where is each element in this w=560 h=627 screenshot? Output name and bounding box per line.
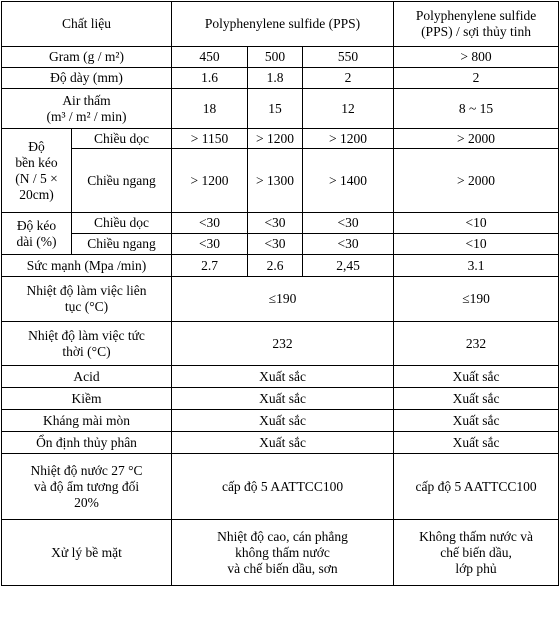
cell: <30 <box>303 234 394 255</box>
cell: cấp độ 5 AATTCC100 <box>172 454 394 520</box>
table-row <box>2 322 559 366</box>
cell: ≤190 <box>172 277 394 322</box>
header-row <box>2 2 559 47</box>
table-row <box>2 454 559 520</box>
row-label-alkali: Kiềm <box>2 388 172 410</box>
header-pps: Polyphenylene sulfide (PPS) <box>172 2 394 47</box>
cell: > 1300 <box>248 149 303 213</box>
table-row <box>2 129 559 149</box>
header-material: Chất liệu <box>2 2 172 47</box>
table-row <box>2 89 559 129</box>
row-label-strength: Sức mạnh (Mpa /min) <box>2 255 172 277</box>
cell: 18 <box>172 89 248 129</box>
cell: > 2000 <box>394 129 559 149</box>
cell: > 1150 <box>172 129 248 149</box>
cell: > 800 <box>394 47 559 68</box>
row-label-temp-instant: Nhiệt độ làm việc tức thời (°C) <box>2 322 172 366</box>
table-row <box>2 410 559 432</box>
table-row <box>2 255 559 277</box>
cell: > 1200 <box>172 149 248 213</box>
cell: > 1200 <box>303 129 394 149</box>
table-row <box>2 388 559 410</box>
cell: Xuất sắc <box>172 388 394 410</box>
cell: ≤190 <box>394 277 559 322</box>
table-row <box>2 68 559 89</box>
row-label-air: Air thấm (m³ / m² / min) <box>2 89 172 129</box>
cell: 1.6 <box>172 68 248 89</box>
cell: Xuất sắc <box>172 432 394 454</box>
cell: 3.1 <box>394 255 559 277</box>
row-label-gram: Gram (g / m²) <box>2 47 172 68</box>
spec-table <box>1 1 559 586</box>
sub-label: Chiều dọc <box>72 129 172 149</box>
cell: <30 <box>248 213 303 234</box>
cell: <10 <box>394 234 559 255</box>
cell: <30 <box>248 234 303 255</box>
cell: Xuất sắc <box>394 366 559 388</box>
table-row <box>2 520 559 586</box>
sub-label: Chiều ngang <box>72 234 172 255</box>
cell: 450 <box>172 47 248 68</box>
cell: > 1400 <box>303 149 394 213</box>
cell: 2 <box>394 68 559 89</box>
table-row <box>2 234 559 255</box>
cell: 2 <box>303 68 394 89</box>
row-label-water: Nhiệt độ nước 27 °C và độ ẩm tương đối 20% <box>2 454 172 520</box>
cell: 550 <box>303 47 394 68</box>
cell: <30 <box>172 234 248 255</box>
cell: 1.8 <box>248 68 303 89</box>
sub-label: Chiều ngang <box>72 149 172 213</box>
cell: cấp độ 5 AATTCC100 <box>394 454 559 520</box>
cell: > 2000 <box>394 149 559 213</box>
cell: <30 <box>303 213 394 234</box>
row-label-tensile: Độ bền kéo (N / 5 × 20cm) <box>2 129 72 213</box>
table-row <box>2 277 559 322</box>
cell: Nhiệt độ cao, cán phẳng không thấm nước và chế biến dầu, sơn <box>172 520 394 586</box>
cell: 2,45 <box>303 255 394 277</box>
row-label-surface: Xử lý bề mặt <box>2 520 172 586</box>
row-label-elongation: Độ kéo dài (%) <box>2 213 72 255</box>
table-row <box>2 47 559 68</box>
row-label-thickness: Độ dày (mm) <box>2 68 172 89</box>
sub-label: Chiều dọc <box>72 213 172 234</box>
cell: 500 <box>248 47 303 68</box>
cell: <30 <box>172 213 248 234</box>
cell: Không thấm nước và chế biến dầu, lớp phủ <box>394 520 559 586</box>
cell: 8 ~ 15 <box>394 89 559 129</box>
cell: 2.6 <box>248 255 303 277</box>
cell: 2.7 <box>172 255 248 277</box>
cell: 12 <box>303 89 394 129</box>
cell: > 1200 <box>248 129 303 149</box>
cell: 232 <box>172 322 394 366</box>
cell: <10 <box>394 213 559 234</box>
table-row <box>2 432 559 454</box>
row-label-acid: Acid <box>2 366 172 388</box>
row-label-abrasion: Kháng mài mòn <box>2 410 172 432</box>
cell: Xuất sắc <box>394 432 559 454</box>
header-pps-glass: Polyphenylene sulfide (PPS) / sợi thủy tinh <box>394 2 559 47</box>
cell: Xuất sắc <box>394 410 559 432</box>
cell: Xuất sắc <box>394 388 559 410</box>
cell: Xuất sắc <box>172 410 394 432</box>
table-row <box>2 213 559 234</box>
row-label-temp-continuous: Nhiệt độ làm việc liên tục (°C) <box>2 277 172 322</box>
row-label-hydrolysis: Ổn định thủy phân <box>2 432 172 454</box>
table-row <box>2 149 559 213</box>
table-row <box>2 366 559 388</box>
cell: 15 <box>248 89 303 129</box>
cell: 232 <box>394 322 559 366</box>
cell: Xuất sắc <box>172 366 394 388</box>
